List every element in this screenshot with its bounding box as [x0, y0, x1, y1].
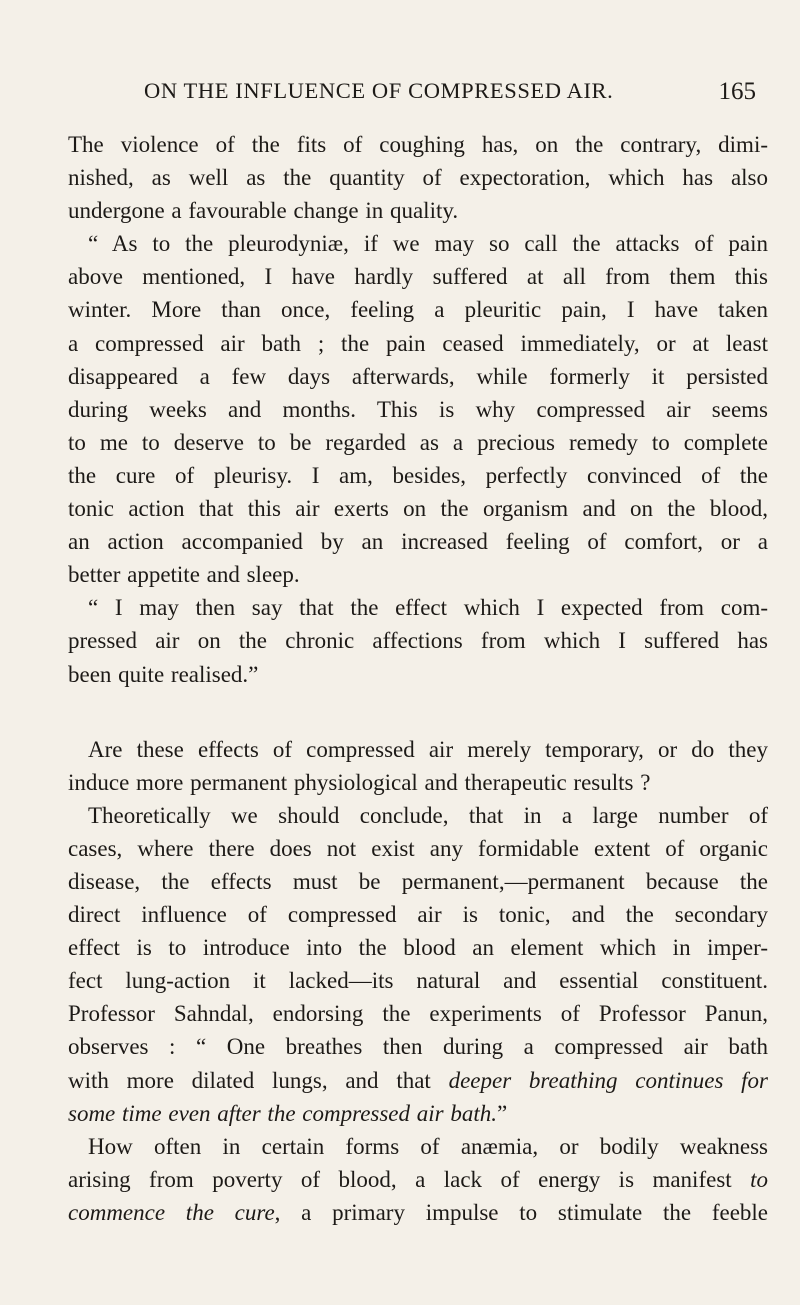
text-line [68, 591, 768, 624]
text-line [68, 832, 768, 865]
line-text: Professor Sahndal, endorsing the experiments of Professor Panun, [68, 1001, 768, 1027]
text-line [68, 260, 768, 293]
line-text: fect lung-action it lacked—its natural and essential constituent. [68, 968, 768, 994]
line-text: pressed air on the chronic affections from which I suffered has [68, 628, 768, 654]
text-line [68, 293, 768, 326]
line-text: undergone a favourable change in quality. [68, 198, 459, 224]
paragraph [68, 733, 768, 799]
line-text: “ I may then say that the effect which I expected from com- [88, 595, 768, 621]
paragraph [68, 799, 768, 1130]
text-line [68, 733, 768, 766]
line-text: disappeared a few days afterwards, while formerly it persisted [68, 363, 768, 389]
line-text: effect is to introduce into the blood an element which in imper- [68, 935, 768, 961]
line-text: a compressed air bath ; the pain ceased immediately, or at least [68, 330, 768, 356]
line-text: disease, the effects must be permanent,—permanent because the [68, 868, 768, 894]
text-line [68, 1130, 768, 1163]
line-text: induce more permanent physiological and therapeutic results ? [68, 769, 651, 795]
text-line [68, 865, 768, 898]
text-line [68, 558, 768, 591]
line-text: an action accompanied by an increased feeling of comfort, or a [68, 529, 768, 555]
text-line [68, 227, 768, 260]
paragraph [68, 591, 768, 690]
text-line [68, 964, 768, 997]
line-text: above mentioned, I have hardly suffered at all from them this [68, 264, 768, 290]
running-title: ON THE INFLUENCE OF COMPRESSED AIR. [144, 78, 614, 103]
text-line [68, 492, 768, 525]
text-line [68, 658, 768, 691]
line-text: “ As to the pleurodyniæ, if we may so call the attacks of pain [88, 231, 768, 257]
text-line [68, 360, 768, 393]
line-text: to me to deserve to be regarded as a precious remedy to complete [68, 429, 768, 455]
line-text: nished, as well as the quantity of expectoration, which has also [68, 165, 768, 191]
line-italic-text: deeper breathing continues for [448, 1067, 768, 1093]
line-text: cases, where there does not exist any formidable extent of organic [68, 835, 768, 861]
line-text: Theoretically we should conclude, that in a large number of [88, 802, 768, 828]
line-trailing-text: ” [497, 1100, 508, 1126]
line-text: Are these effects of compressed air merely temporary, or do they [88, 736, 768, 762]
text-line [68, 1163, 768, 1196]
text-line [68, 624, 768, 657]
page-number: 165 [718, 78, 756, 105]
text-line [68, 766, 768, 799]
line-text: better appetite and sleep. [68, 562, 300, 588]
line-text: during weeks and months. This is why compressed air seems [68, 396, 768, 422]
text-line [68, 1196, 768, 1229]
line-trailing-text: , a primary impulse to stimulate the feeble [274, 1199, 768, 1225]
line-italic-text: to [750, 1166, 768, 1192]
text-line [68, 799, 768, 832]
text-line [68, 898, 768, 931]
text-line [68, 997, 768, 1030]
line-italic-text: commence the cure [68, 1199, 275, 1225]
paragraph-gap [68, 691, 768, 733]
text-line [68, 1030, 768, 1063]
text-line [68, 459, 768, 492]
text-line [68, 1064, 768, 1097]
paragraph [68, 1130, 768, 1229]
text-line [68, 931, 768, 964]
text-line [68, 1097, 768, 1130]
paragraph [68, 227, 768, 591]
text-line [68, 194, 768, 227]
line-text: tonic action that this air exerts on the organism and on the blood, [68, 496, 768, 522]
text-line [68, 426, 768, 459]
line-text: How often in certain forms of anæmia, or bodily weakness [88, 1133, 768, 1159]
line-text: the cure of pleurisy. I am, besides, perfectly convinced of the [68, 462, 768, 488]
line-text: arising from poverty of blood, a lack of energy is manifest [68, 1166, 751, 1192]
running-header [144, 78, 756, 110]
line-italic-text: some time even after the compressed air bath. [68, 1100, 497, 1126]
line-text: winter. More than once, feeling a pleuritic pain, I have taken [68, 297, 768, 323]
text-line [68, 525, 768, 558]
text-line [68, 128, 768, 161]
text-line [68, 161, 768, 194]
line-text: been quite realised.” [68, 661, 259, 687]
body-text [68, 128, 768, 1229]
paragraph [68, 128, 768, 227]
line-text: direct influence of compressed air is tonic, and the secondary [68, 902, 768, 928]
line-text: The violence of the fits of coughing has, on the contrary, dimi- [68, 132, 768, 157]
line-text: observes : “ One breathes then during a compressed air bath [68, 1034, 768, 1060]
line-text: with more dilated lungs, and that [68, 1067, 449, 1093]
text-line [68, 327, 768, 360]
text-line [68, 393, 768, 426]
